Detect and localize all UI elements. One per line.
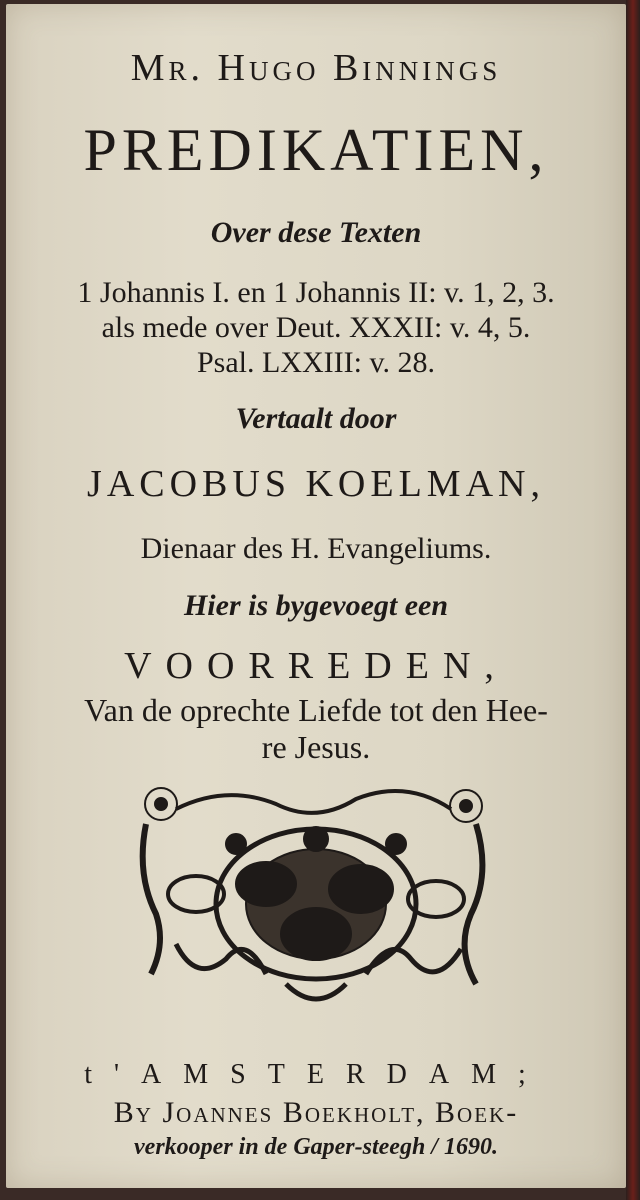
texts-line-1: 1 Johannis I. en 1 Johannis II: v. 1, 2, 3. — [77, 276, 555, 309]
printer-line: By Joannes Boekholt, Boek- — [113, 1096, 519, 1129]
translated-by: Vertaalt door — [235, 402, 397, 435]
preface-description-2: re Jesus. — [261, 729, 371, 765]
book-spine-edge — [626, 0, 640, 1200]
translator-role: Dienaar des H. Evangeliums. — [140, 532, 492, 565]
texts-line-2: als mede over Deut. XXXII: v. 4, 5. — [101, 311, 531, 344]
place-of-publication: t'AMSTERDAM; — [84, 1059, 548, 1090]
preface-heading: VOORREDEN, — [124, 645, 508, 687]
printer-line-2: verkooper in de Gaper-steegh / 1690. — [134, 1134, 498, 1160]
title-page — [6, 4, 626, 1188]
texts-line-3: Psal. LXXIII: v. 28. — [196, 346, 436, 379]
author-line: Mr. Hugo Binnings — [130, 47, 502, 89]
added-note: Hier is bygevoegt een — [183, 589, 449, 622]
preface-description-1: Van de oprechte Liefde tot den Hee- — [84, 692, 548, 728]
translator-name: JACOBUS KOELMAN, — [87, 463, 545, 505]
floral-ornament-icon — [136, 784, 496, 1014]
subtitle: Over dese Texten — [210, 216, 422, 249]
book-title: PREDIKATIEN, — [83, 117, 549, 183]
